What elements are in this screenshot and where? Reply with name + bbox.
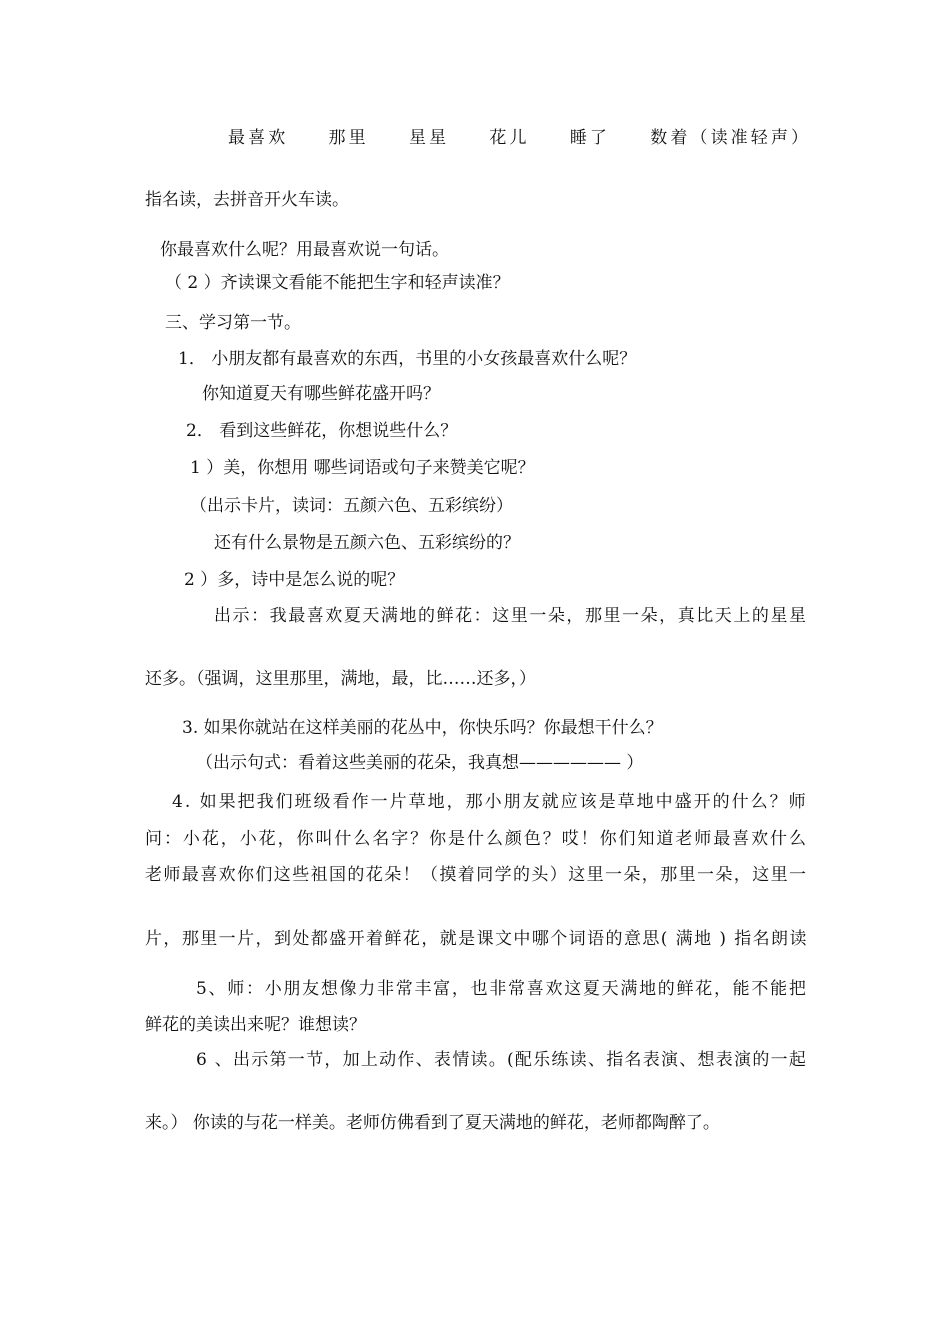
- vocab-line: 最喜欢 那里 星星 花儿 睡了 数着（读准轻声）: [228, 128, 812, 148]
- text-line-10: 还有什么景物是五颜六色、五彩缤纷的？: [214, 533, 520, 553]
- text-line-14: 3. 如果你就站在这样美丽的花丛中，你快乐吗？你最想干什么？: [182, 718, 663, 738]
- text-line-15: （出示句式：看着这些美丽的花朵，我真想—————— ）: [196, 753, 644, 773]
- section-heading: 三、学习第一节。: [165, 313, 301, 333]
- text-line-20: 5、师：小朋友想像力非常丰富，也非常喜欢这夏天满地的鲜花，能不能把: [196, 979, 808, 999]
- text-line-7: 2． 看到这些鲜花，你想说些什么？: [186, 421, 458, 441]
- text-line-3: （ 2 ）齐读课文看能不能把生字和轻声读准？: [165, 273, 510, 293]
- text-line-11: 2 ）多，诗中是怎么说的呢？: [184, 570, 405, 590]
- text-line-23: 来。） 你读的与花一样美。老师仿佛看到了夏天满地的鲜花，老师都陶醉了。: [145, 1113, 720, 1133]
- text-line-17: 问：小花，小花，你叫什么名字？你是什么颜色？哎！你们知道老师最喜欢什么: [145, 829, 808, 849]
- text-line-5: 1． 小朋友都有最喜欢的东西，书里的小女孩最喜欢什么呢？: [178, 349, 637, 369]
- text-line-8: 1 ）美，你想用 哪些词语或句子来赞美它呢？: [190, 458, 535, 478]
- text-line-18: 老师最喜欢你们这些祖国的花朵！（摸着同学的头）这里一朵，那里一朵，这里一: [145, 865, 808, 885]
- text-line-22: 6 、出示第一节，加上动作、表情读。(配乐练读、指名表演、想表演的一起: [196, 1050, 808, 1070]
- text-line-19: 片，那里一片，到处都盛开着鲜花，就是课文中哪个词语的意思( 满地 ) 指名朗读: [145, 929, 808, 949]
- text-line-16: 4. 如果把我们班级看作一片草地，那小朋友就应该是草地中盛开的什么？师: [172, 792, 808, 812]
- text-line-13: 还多。（强调，这里那里，满地，最，比……还多，）: [145, 669, 536, 689]
- text-line-6: 你知道夏天有哪些鲜花盛开吗？: [202, 384, 440, 404]
- text-line-21: 鲜花的美读出来呢？谁想读？: [145, 1015, 366, 1035]
- text-line-2: 你最喜欢什么呢？用最喜欢说一句话。: [160, 240, 449, 260]
- text-line-9: （出示卡片，读词：五颜六色、五彩缤纷）: [190, 496, 513, 516]
- text-line-12: 出示：我最喜欢夏天满地的鲜花：这里一朵，那里一朵，真比天上的星星: [214, 606, 808, 626]
- text-line-1: 指名读，去拼音开火车读。: [145, 190, 349, 210]
